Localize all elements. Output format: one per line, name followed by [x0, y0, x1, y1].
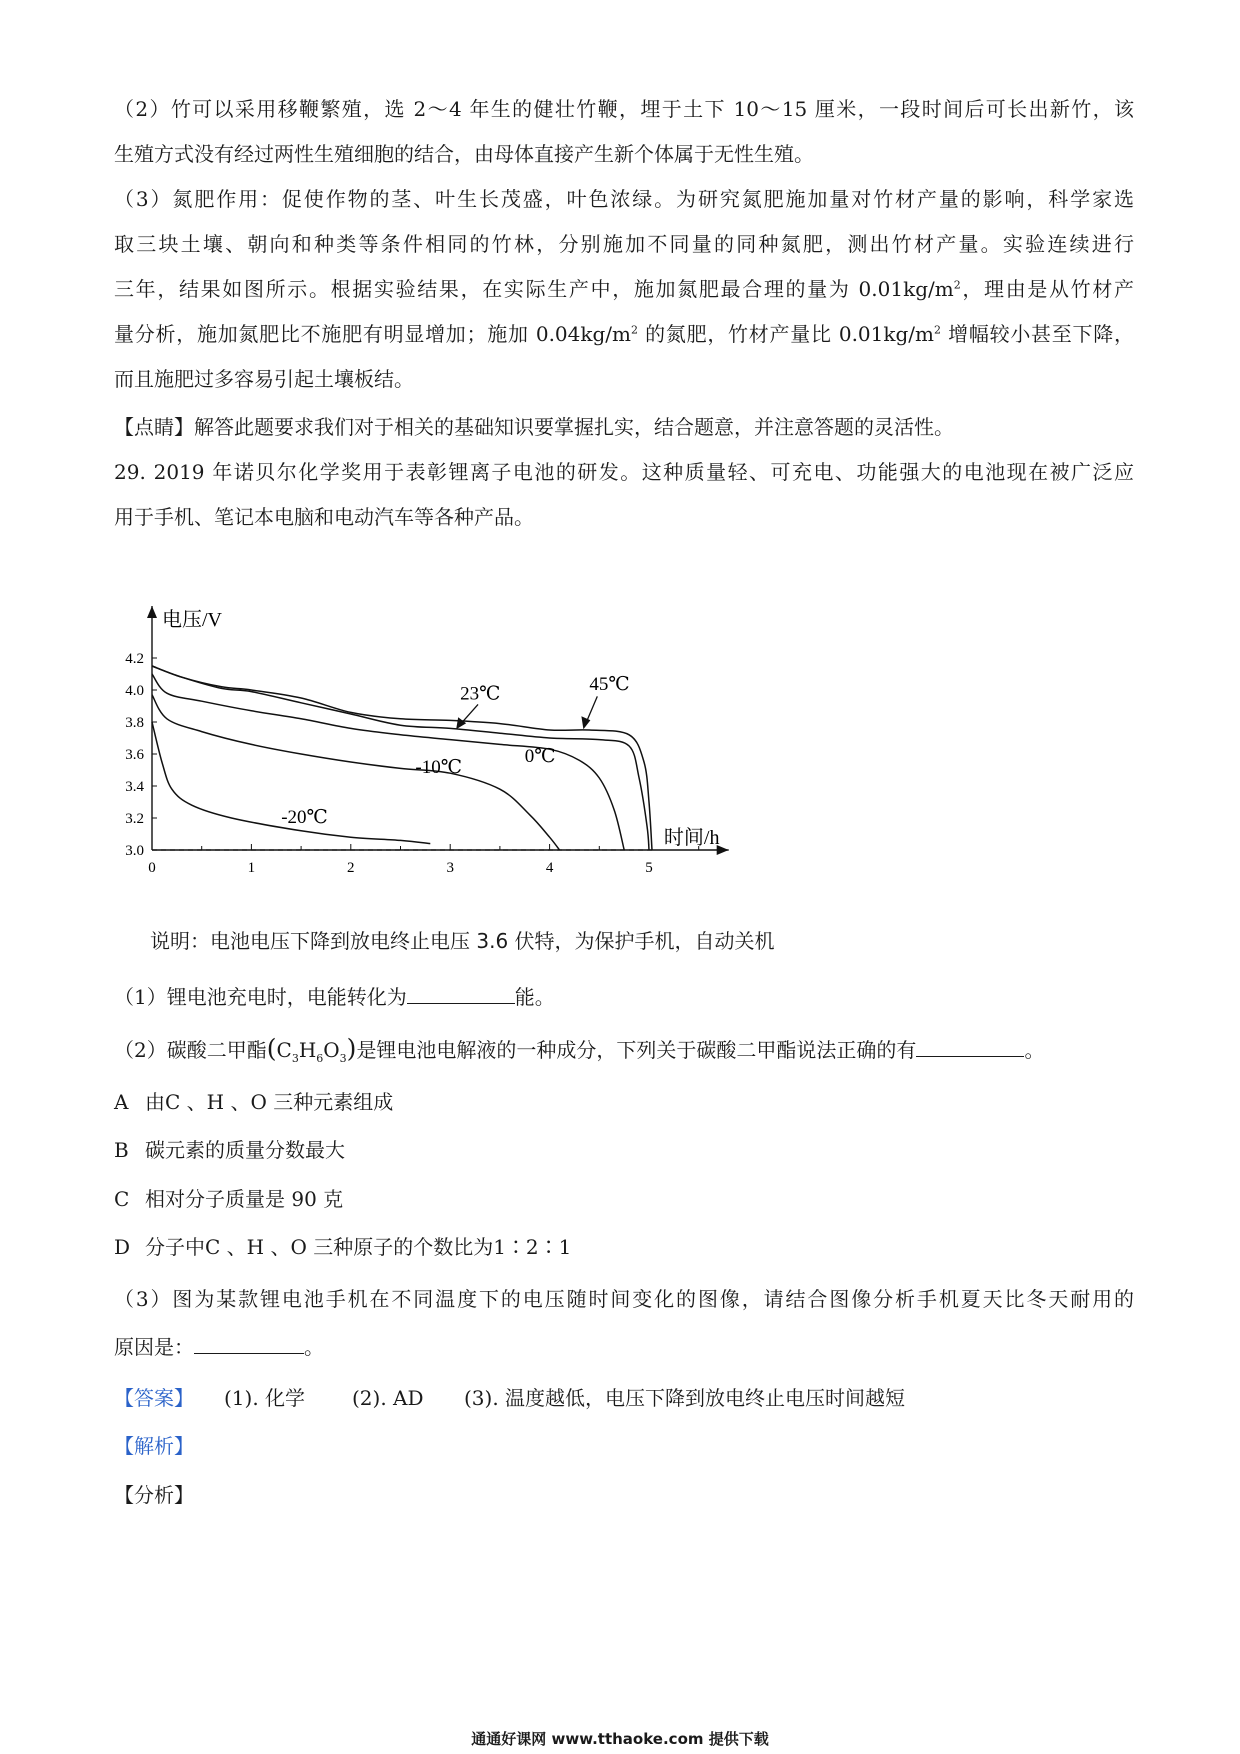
option-letter: B: [114, 1138, 129, 1162]
text-span: 的氮肥，竹材产量比 0.01kg/m: [638, 322, 935, 346]
voltage-time-chart: [110, 598, 790, 928]
formula-paren: (: [266, 1034, 277, 1063]
series-line-3: [152, 695, 560, 850]
x-tick-label: 0: [148, 860, 156, 876]
y-tick-label: 3.2: [125, 811, 144, 827]
option-a: [114, 1089, 1134, 1115]
option-text: 由C 、H 、O 三种元素组成: [145, 1090, 394, 1114]
question-3-line: [114, 1333, 1134, 1360]
x-tick-label: 1: [247, 860, 256, 876]
dianjing-line: [114, 414, 1134, 440]
text-span: 。: [304, 1335, 324, 1359]
text-span: 是锂电池电解液的一种成分，下列关于碳酸二甲酯说法正确的有: [356, 1038, 917, 1062]
question-29-line: 29. 2019 年诺贝尔化学奖用于表彰锂离子电池的研发。这种质量轻、可充电、功能强大的电池现在被广泛应: [114, 460, 1134, 484]
option-text: 碳元素的质量分数最大: [145, 1138, 345, 1162]
text-span: （2）碳酸二甲酯: [114, 1038, 267, 1062]
answer-blank[interactable]: [407, 983, 515, 1004]
option-b: [114, 1137, 1134, 1163]
y-tick-label: 3.6: [125, 747, 144, 763]
superscript: 2: [631, 323, 639, 337]
formula-c: C: [276, 1038, 292, 1062]
jiexi-label: [114, 1433, 1134, 1459]
superscript: 2: [953, 278, 961, 292]
series-label-1: 45℃: [589, 674, 630, 695]
chart-series: [152, 666, 652, 850]
pointer-45-head: [581, 716, 590, 729]
y-tick-label: 4.0: [125, 683, 144, 699]
formula-sub: 3: [291, 1052, 299, 1065]
x-tick-label: 4: [545, 860, 554, 876]
formula-sub: 6: [316, 1052, 324, 1065]
y-tick-label: 3.4: [125, 779, 144, 795]
jiexi-text: 【解析】: [114, 1434, 194, 1458]
answer-1: (1). 化学: [224, 1386, 306, 1410]
paragraph-line: [114, 321, 1134, 347]
chart-labels: [281, 674, 629, 828]
fenxi-label: 【分析】: [114, 1483, 194, 1507]
option-text: 分子中C 、H 、O 三种原子的个数比为1∶2∶1: [145, 1235, 572, 1259]
option-text: 相对分子质量是 90 克: [145, 1187, 344, 1211]
option-d: [114, 1234, 1134, 1260]
y-axis-label: 电压/V: [162, 609, 222, 631]
series-label-4: -20℃: [281, 806, 328, 828]
question-3-line: （3）图为某款锂电池手机在不同温度下的电压随时间变化的图像，请结合图像分析手机夏天比冬天耐用的: [114, 1287, 1134, 1311]
formula-paren: ): [346, 1034, 357, 1063]
answer-blank[interactable]: [194, 1333, 304, 1354]
question-2: [114, 1036, 1134, 1063]
series-label-3: -10℃: [415, 757, 463, 779]
paragraph-line: （2）竹可以采用移鞭繁殖，选 2～4 年生的健壮竹鞭，埋于土下 10～15 厘米，一段时间后可长出新竹，该: [114, 97, 1134, 121]
paragraph-line: [114, 276, 1134, 302]
x-tick-label: 5: [645, 860, 653, 876]
y-axis-arrow: [147, 606, 157, 618]
answer-label: 【答案】: [114, 1386, 194, 1410]
paragraph-line: （3）氮肥作用：促使作物的茎、叶生长茂盛，叶色浓绿。为研究氮肥施加量对竹材产量的影响，科学家选: [114, 187, 1134, 211]
y-tick-label: 4.2: [125, 651, 144, 667]
formula-o: O: [323, 1038, 340, 1062]
text-span: ，理由是从竹材产: [960, 277, 1135, 301]
paragraph-line: 生殖方式没有经过两性生殖细胞的结合，由母体直接产生新个体属于无性生殖。: [114, 142, 814, 166]
answer-2: (2). AD: [352, 1386, 424, 1410]
x-tick-label: 2: [347, 860, 355, 876]
dianjing-label: 【点睛】: [114, 415, 194, 439]
paragraph-line: 而且施肥过多容易引起土壤板结。: [114, 367, 414, 391]
text-span: 增幅较小甚至下降，: [941, 322, 1135, 346]
page-footer: 通通好课网 www.tthaoke.com 提供下载: [471, 1730, 769, 1748]
text-span: 三年，结果如图所示。根据实验结果，在实际生产中，施加氮肥最合理的量为 0.01kg/m: [114, 277, 954, 301]
series-label-2: 0℃: [524, 746, 556, 767]
option-letter: C: [114, 1187, 130, 1211]
answer-blank[interactable]: [916, 1036, 1024, 1057]
option-c: [114, 1186, 1134, 1212]
chart-axes: [125, 606, 728, 876]
dianjing-text: 解答此题要求我们对于相关的基础知识要掌握扎实，结合题意，并注意答题的灵活性。: [194, 415, 954, 439]
option-letter: D: [114, 1235, 131, 1259]
answer-3: (3). 温度越低，电压下降到放电终止电压时间越短: [464, 1386, 906, 1410]
formula-h: H: [298, 1038, 317, 1062]
text-span: 原因是：: [114, 1335, 194, 1359]
paragraph-line: 取三块土壤、朝向和种类等条件相同的竹林，分别施加不同量的同种氮肥，测出竹材产量。实验连续进行: [114, 232, 1134, 256]
x-axis-label: 时间/h: [663, 827, 720, 849]
text-span: 能。: [514, 985, 555, 1009]
text-span: （1）锂电池充电时，电能转化为: [114, 985, 407, 1009]
y-tick-label: 3.8: [125, 715, 144, 731]
text-span: 量分析，施加氮肥比不施肥有明显增加；施加 0.04kg/m: [114, 322, 632, 346]
answer-line: [114, 1385, 1134, 1411]
formula-sub: 3: [339, 1052, 347, 1065]
series-label-0: 23℃: [460, 683, 501, 705]
series-line-0: [152, 666, 652, 850]
x-tick-label: 3: [446, 860, 454, 876]
question-1: [114, 983, 1134, 1010]
text-span: 。: [1024, 1038, 1045, 1062]
y-tick-label: 3.0: [125, 843, 144, 859]
chart-note: 说明：电池电压下降到放电终止电压 3.6 伏特，为保护手机，自动关机: [150, 929, 775, 953]
option-letter: A: [114, 1090, 129, 1114]
question-29-line: 用于手机、笔记本电脑和电动汽车等各种产品。: [114, 505, 534, 529]
superscript: 2: [934, 323, 942, 337]
